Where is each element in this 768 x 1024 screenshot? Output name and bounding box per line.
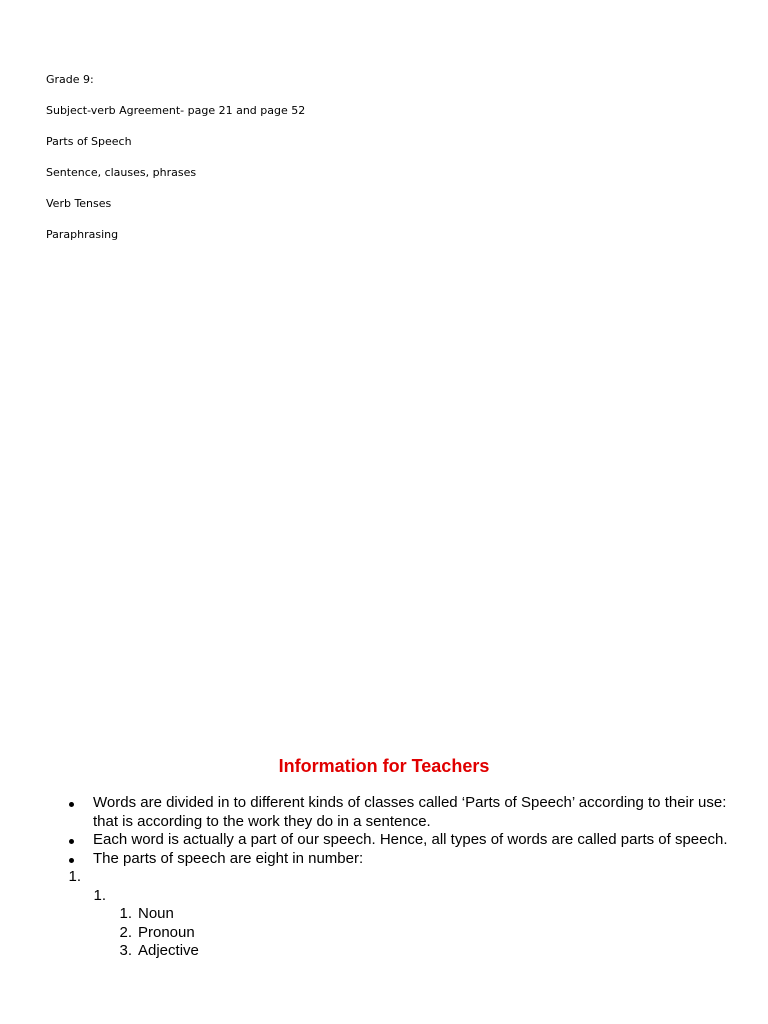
list-item <box>64 905 199 924</box>
list-item-text: Pronoun <box>138 923 195 941</box>
bullet-item <box>64 831 734 850</box>
numbered-list <box>64 868 199 961</box>
list-item-text: Noun <box>138 905 174 922</box>
topic-item: Parts of Speech <box>46 135 132 148</box>
bullet-text: Words are divided in to different kinds of classes called ‘Parts of Speech’ according to their use: that is according to the work they do in a sentence. <box>93 794 727 830</box>
topic-item: Subject-verb Agreement- page 21 and page 52 <box>46 104 306 117</box>
list-number: 3. <box>119 942 132 959</box>
bullet-item <box>64 794 734 831</box>
topic-list <box>46 73 305 259</box>
bullet-dot-icon <box>69 839 74 844</box>
list-number: 2. <box>119 923 132 941</box>
grade-heading: Grade 9: <box>46 73 94 86</box>
topic-item: Verb Tenses <box>46 197 112 210</box>
outer-list-item <box>64 868 199 887</box>
topic-item: Sentence, clauses, phrases <box>46 166 197 179</box>
list-number: 1. <box>119 905 132 922</box>
inner-list-item <box>64 887 199 906</box>
list-item <box>64 924 199 943</box>
bullet-text: Each word is actually a part of our speech. Hence, all types of words are called parts of speech. <box>93 831 728 848</box>
section-title: Information for Teachers <box>278 756 490 776</box>
list-item-text: Adjective <box>138 942 199 959</box>
bullet-dot-icon <box>69 802 74 807</box>
list-number: 1. <box>68 868 81 885</box>
bullet-dot-icon <box>69 858 74 863</box>
list-number: 1. <box>93 886 106 904</box>
bullet-text: The parts of speech are eight in number: <box>93 849 364 867</box>
topic-item: Paraphrasing <box>46 228 119 241</box>
list-item <box>64 942 199 961</box>
bullet-list <box>64 794 734 868</box>
bullet-item <box>64 850 734 869</box>
